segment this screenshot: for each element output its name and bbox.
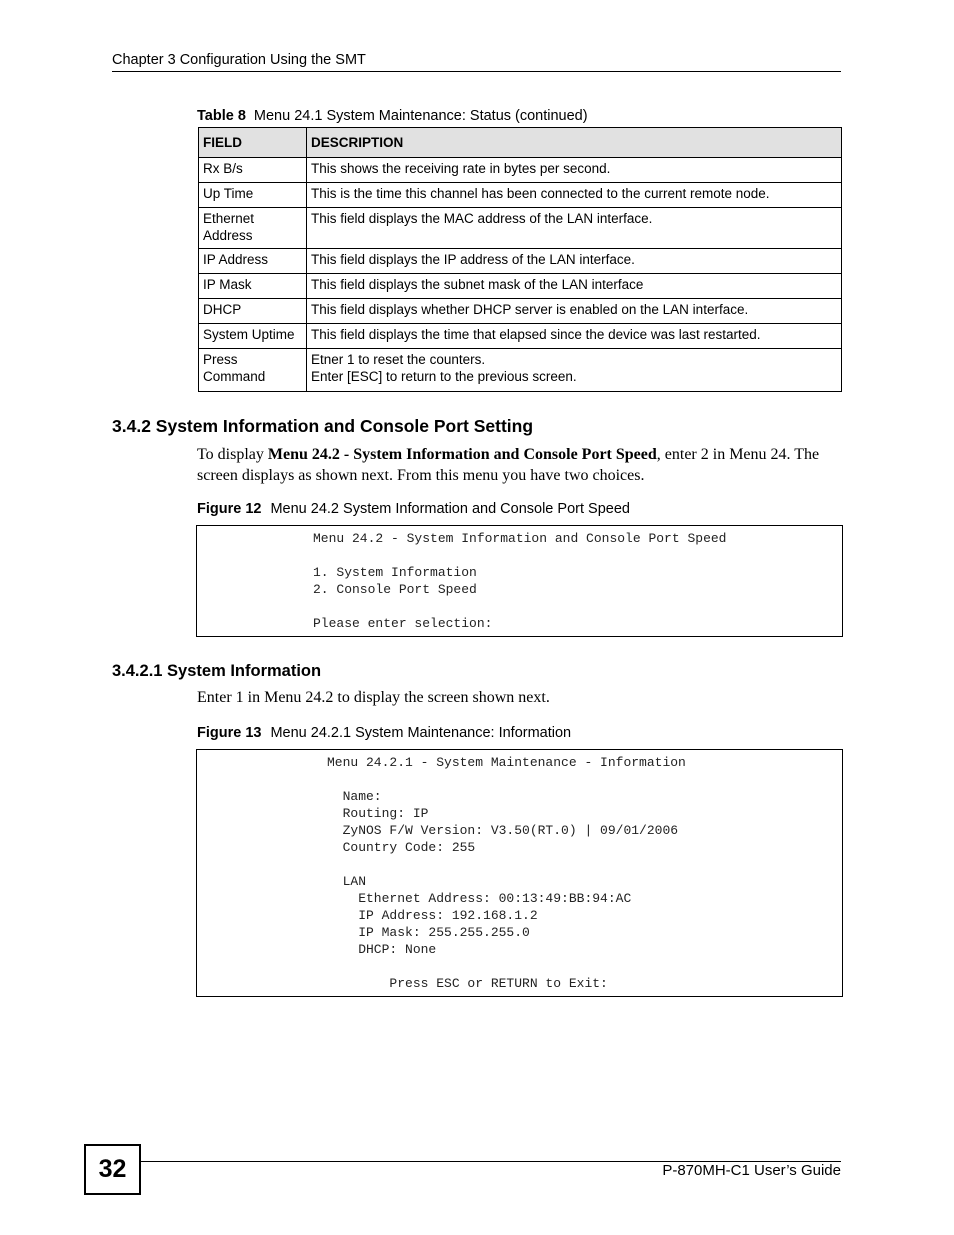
field-description-table [198,127,842,392]
header-field: FIELD [199,128,307,158]
table-row [199,324,842,349]
field-cell: IP Address [199,249,307,274]
field-cell: Ethernet Address [199,208,307,249]
section-heading-3-4-2-1: 3.4.2.1 System Information [112,662,322,680]
table-label: Table 8 [197,108,246,124]
para-menu-name: Menu 24.2 - System Information and Console Port Speed [267,446,657,463]
figure-13-screen-text: Menu 24.2.1 - System Maintenance - Information Name: Routing: IP ZyNOS F/W Version: V3.50(RT.0) | 09/01/2006 Country Code: 255 LAN Ethernet Address: 00:13:49:BB:94:AC IP Address: 192.168.1.2 IP Mask: 255.255.255.0 DHCP: None Press ESC or RETURN to Exit: [327,755,686,991]
table-row [199,249,842,274]
field-cell: IP Mask [199,274,307,299]
figure-13-title: Menu 24.2.1 System Maintenance: Information [270,725,572,741]
table-row [199,299,842,324]
figure-12-screen-text: Menu 24.2 - System Information and Console Port Speed 1. System Information 2. Console Port Speed Please enter selection: [313,531,727,631]
section-paragraph: Enter 1 in Menu 24.2 to display the screen shown next. [197,689,550,706]
description-cell: This field displays the MAC address of the LAN interface. [307,208,842,249]
table-row [199,349,842,392]
table-row [199,274,842,299]
field-cell: Press Command [199,349,307,392]
table-header-row [199,128,842,158]
figure-12-caption [197,501,630,517]
field-cell: Rx B/s [199,158,307,183]
description-cell: This field displays whether DHCP server is enabled on the LAN interface. [307,299,842,324]
section-paragraph [197,444,847,486]
header-description: DESCRIPTION [307,128,842,158]
figure-13-label: Figure 13 [197,725,262,741]
field-cell: System Uptime [199,324,307,349]
figure-12-screen [196,525,843,637]
para-text-pre: To display [197,446,268,463]
description-cell: This shows the receiving rate in bytes per second. [307,158,842,183]
figure-12-label: Figure 12 [197,501,262,517]
guide-title: P-870MH-C1 User’s Guide [662,1162,841,1179]
table-row [199,158,842,183]
figure-12-title: Menu 24.2 System Information and Console Port Speed [270,501,630,517]
description-cell: This field displays the IP address of the LAN interface. [307,249,842,274]
description-cell: This field displays the subnet mask of the LAN interface [307,274,842,299]
table-caption [197,108,588,124]
description-cell: This is the time this channel has been connected to the current remote node. [307,183,842,208]
table-row [199,183,842,208]
chapter-header: Chapter 3 Configuration Using the SMT [112,52,366,68]
description-cell: This field displays the time that elapsed since the device was last restarted. [307,324,842,349]
header-divider [112,71,841,72]
figure-13-caption [197,725,571,741]
table-row [199,208,842,249]
table-title: Menu 24.1 System Maintenance: Status (continued) [253,108,588,124]
page-number: 32 [84,1144,141,1195]
figure-13-screen [196,749,843,997]
field-cell: DHCP [199,299,307,324]
description-cell: Etner 1 to reset the counters. Enter [ESC] to return to the previous screen. [307,349,842,392]
section-heading-3-4-2: 3.4.2 System Information and Console Port Setting [112,416,534,436]
para-text-post: , enter 2 in Menu 24. The screen displays as shown next. From this menu you have two choices. [197,446,820,484]
field-cell: Up Time [199,183,307,208]
